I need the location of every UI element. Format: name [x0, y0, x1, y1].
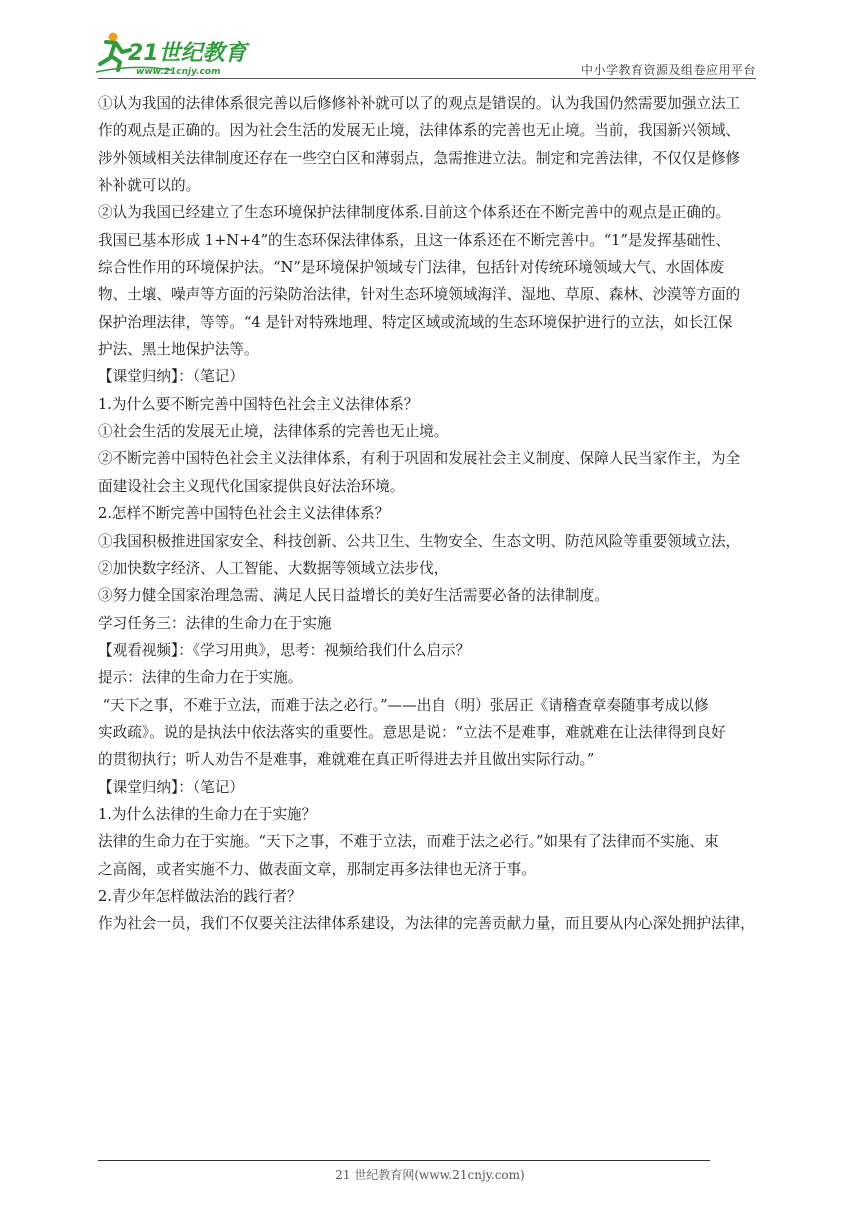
footer-divider — [98, 1160, 710, 1161]
text-line: ③努力健全国家治理急需、满足人民日益增长的美好生活需要必备的法律制度。 — [98, 587, 609, 605]
text-line: 作的观点是正确的。因为社会生活的发展无止境，法律体系的完善也无止境。当前，我国新兴领域、 — [98, 122, 741, 140]
text-line: 2.怎样不断完善中国特色社会主义法律体系？ — [98, 505, 390, 523]
svg-text:21世纪教育: 21世纪教育 — [128, 41, 247, 66]
text-line: 物、土壤、噪声等方面的污染防治法律，针对生态环境领域海洋、湿地、草原、森林、沙漠等方面的 — [98, 286, 741, 304]
text-line: 的贯彻执行；听人劝告不是难事，难就难在真正听得进去并且做出实际行动。” — [98, 751, 595, 769]
text-line: ②不断完善中国特色社会主义法律体系，有利于巩固和发展社会主义制度、保障人民当家作主，为全 — [98, 450, 741, 468]
text-line: 补补就可以的。 — [98, 177, 201, 195]
text-line: 【课堂归纳】：（笔记） — [98, 368, 244, 386]
text-line: 1.为什么要不断完善中国特色社会主义法律体系？ — [98, 395, 419, 413]
text-line: ②认为我国已经建立了生态环境保护法律制度体系.目前这个体系还在不断完善中的观点是正确的。 — [98, 204, 731, 222]
text-line: 法律的生命力在于实施。“天下之事，不难于立法，而难于法之必行。”如果有了法律而不实施、束 — [98, 833, 719, 851]
text-line: 1.为什么法律的生命力在于实施？ — [98, 805, 317, 823]
text-line: 我国已基本形成 1+N+4”的生态环保法律体系，且这一体系还在不断完善中。“1”是发挥基础性、 — [98, 231, 731, 249]
text-line: ①社会生活的发展无止境，法律体系的完善也无止境。 — [98, 423, 449, 441]
text-line: 【课堂归纳】：（笔记） — [98, 778, 244, 796]
text-line: 保护治理法律，等等。“4 是针对特殊地理、特定区域或流域的生态环境保护进行的立法，如长江保 — [98, 313, 733, 331]
text-line: 涉外领域相关法律制度还存在一些空白区和薄弱点，急需推进立法。制定和完善法律，不仅仅是修修 — [98, 149, 741, 167]
text-line: 学习任务三：法律的生命力在于实施 — [98, 614, 332, 632]
text-line: ①我国积极推进国家安全、科技创新、公共卫生、生物安全、生态文明、防范风险等重要领域立法， — [98, 532, 741, 550]
text-line: 【观看视频】：《学习用典》，思考：视频给我们什么启示？ — [98, 641, 471, 659]
text-line: “天下之事，不难于立法，而难于法之必行。”——出自（明）张居正《请稽查章奏随事考成以修 — [98, 696, 709, 714]
document-body — [98, 90, 758, 938]
runner-logo-icon — [92, 28, 262, 78]
text-line: 护法、黑土地保护法等。 — [98, 341, 259, 359]
text-line: 之高阁，或者实施不力、做表面文章，那制定再多法律也无济于事。 — [98, 860, 536, 878]
text-line: ①认为我国的法律体系很完善以后修修补补就可以了的观点是错误的。认为我国仍然需要加强立法工 — [98, 95, 741, 112]
text-line: 面建设社会主义现代化国家提供良好法治环境。 — [98, 477, 405, 495]
text-line: 综合性作用的环境保护法。“N”是环境保护领域专门法律，包括针对传统环境领域大气、水固体废 — [98, 259, 725, 277]
text-line: 实政疏》。说的是执法中依法落实的重要性。意思是说：“立法不是难事，难就难在让法律得到良好 — [98, 723, 726, 741]
site-logo[interactable] — [92, 28, 262, 78]
text-line: 提示：法律的生命力在于实施。 — [98, 669, 303, 687]
text-line: ②加快数字经济、人工智能、大数据等领域立法步伐， — [98, 559, 449, 577]
svg-text:www.21cnjy.com: www.21cnjy.com — [136, 67, 221, 77]
page-header — [0, 0, 860, 82]
text-line: 2.青少年怎样做法治的践行者？ — [98, 887, 302, 905]
header-divider — [98, 78, 756, 79]
page-footer[interactable]: 21 世纪教育网(www.21cnjy.com) — [335, 1168, 525, 1182]
platform-name: 中小学教育资源及组卷应用平台 — [580, 63, 756, 77]
text-line: 作为社会一员，我们不仅要关注法律体系建设，为法律的完善贡献力量，而且要从内心深处拥护法律， — [98, 915, 755, 933]
